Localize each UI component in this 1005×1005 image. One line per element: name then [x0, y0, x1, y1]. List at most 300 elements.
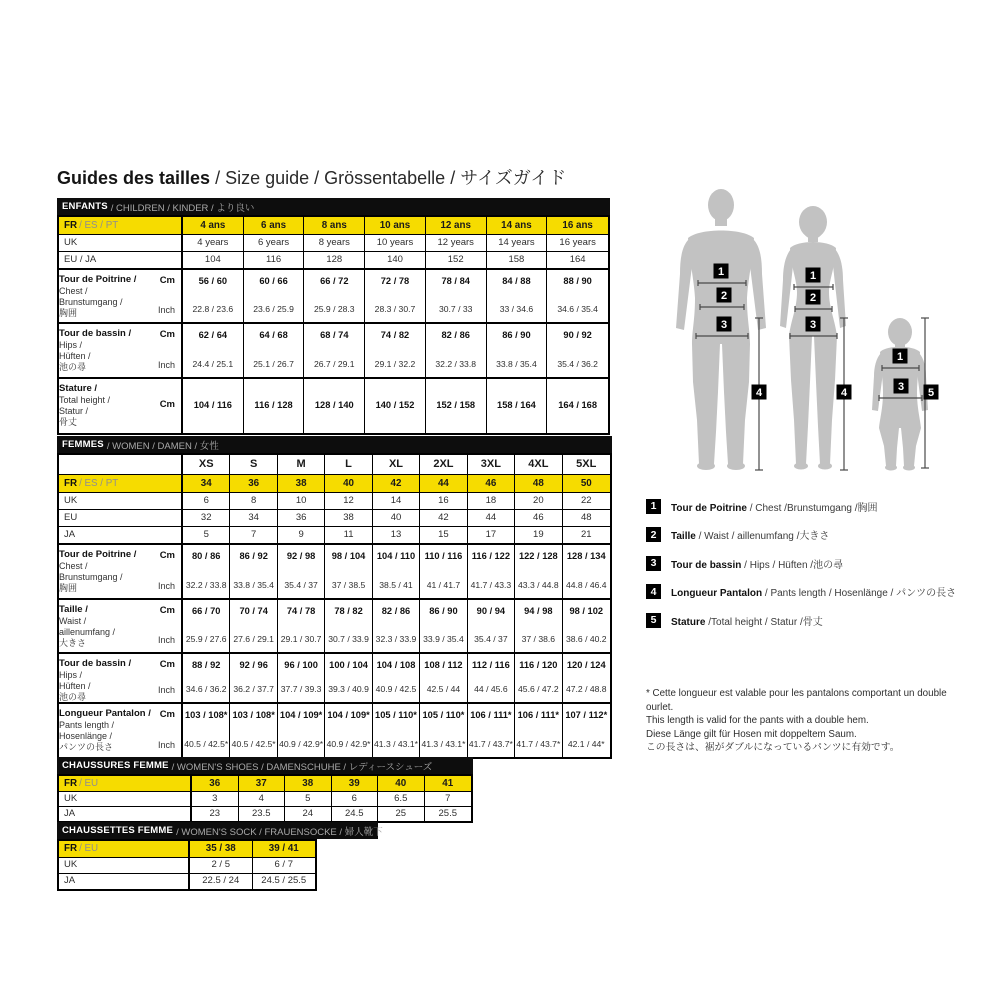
table-cell: S [230, 455, 277, 474]
table-cell: 22 [580, 494, 592, 506]
table-cell: 39 [332, 776, 379, 791]
table-cell: 37 [239, 776, 286, 791]
legend-term: Longueur Pantalon [671, 588, 763, 599]
table-cell: 14 [373, 493, 420, 509]
inch-value: 35.4 / 37 [284, 580, 318, 591]
table-cell: 24.5 [332, 807, 379, 821]
women-socks-table [57, 822, 383, 891]
unit-cm-label: Cm [159, 659, 175, 670]
inch-value: 35.4 / 36.2 [557, 359, 598, 370]
cm-value: 92 / 96 [239, 660, 268, 670]
table-row [59, 322, 608, 377]
row-label-rest: / ES / PT [79, 477, 119, 489]
women-table-header [57, 436, 612, 453]
table-cell [325, 600, 372, 652]
legend-item [646, 612, 956, 628]
row-label-line: 胸囲 [59, 308, 78, 319]
table-cell: 9 [278, 527, 325, 543]
cm-value: 116 / 122 [471, 551, 511, 561]
cm-value: 128 / 140 [314, 400, 354, 411]
inch-value: 33 / 34.6 [499, 304, 534, 315]
unit-cm-label: Cm [159, 275, 175, 286]
cm-value: 158 / 164 [497, 400, 536, 411]
cm-value: 110 / 116 [424, 551, 463, 561]
socks-table-header-main: CHAUSSETTES FEMME [62, 825, 174, 836]
cm-value: 100 / 104 [329, 660, 368, 670]
cm-value: 78 / 84 [441, 276, 470, 286]
legend-term: Taille [671, 531, 696, 542]
row-label [59, 545, 183, 598]
table-cell: 152 [426, 252, 487, 268]
table-cell: 104 [183, 252, 244, 268]
table-row [59, 268, 608, 322]
table-cell: 4XL [515, 455, 562, 474]
cm-value: 60 / 66 [259, 276, 288, 286]
cm-value: 96 / 100 [284, 660, 318, 670]
table-cell [183, 600, 230, 652]
measure-label-number: 1 [717, 266, 725, 278]
measure-label-number: 4 [840, 387, 848, 399]
unit-cm-label: Cm [159, 605, 175, 616]
cm-value: 122 / 128 [518, 551, 558, 561]
table-cell [515, 600, 562, 652]
inch-value: 41.7 / 43.7* [516, 739, 561, 750]
table-cell [183, 654, 230, 702]
women-table-body [57, 453, 612, 759]
table-cell [487, 270, 548, 322]
cm-value: 62 / 64 [198, 330, 228, 340]
legend-number-badge: 5 [646, 613, 661, 628]
table-cell [244, 270, 305, 322]
table-cell: 6 / 7 [274, 859, 293, 871]
unit-inch-label: Inch [157, 580, 175, 591]
table-row [59, 857, 315, 873]
cm-value: 86 / 92 [239, 551, 268, 561]
legend-translations: / Hips / Hüften /池の尋 [741, 559, 844, 571]
unit-cm-label: Cm [159, 399, 175, 411]
table-row [59, 776, 471, 791]
table-cell: 6 [183, 493, 230, 509]
table-row [59, 251, 608, 268]
cm-value: 92 / 98 [286, 551, 316, 561]
table-row [59, 598, 610, 652]
table-cell [515, 654, 562, 702]
cm-value: 108 / 112 [424, 660, 463, 670]
table-cell: 8 years [304, 235, 365, 251]
row-label-main: FR [64, 477, 78, 489]
measure-label-number: 3 [720, 319, 728, 331]
inch-value: 29.1 / 32.2 [374, 359, 416, 370]
table-cell [563, 704, 610, 757]
children-table-header [57, 198, 610, 215]
table-cell [487, 379, 548, 433]
row-label-main: Tour de Poitrine / [59, 274, 137, 285]
cm-value: 105 / 110* [422, 710, 465, 720]
row-label-rest: / ES / PT [79, 219, 119, 231]
row-label-lines [59, 545, 158, 598]
inch-value: 25.9 / 28.3 [313, 304, 355, 315]
shoes-table-header-translations: / WOMEN'S SHOES / DAMENSCHUHE / レディースシューズ [171, 761, 433, 773]
inch-value: 40.9 / 42.9* [279, 739, 324, 750]
cm-value: 56 / 60 [198, 276, 228, 286]
table-cell [304, 270, 365, 322]
footnote-line: This length is valid for the pants with a double hem. [646, 715, 869, 727]
table-cell: 4 ans [183, 217, 244, 234]
table-cell [563, 545, 610, 598]
inch-value: 30.7 / 33 [438, 304, 473, 315]
unit-labels [158, 545, 181, 598]
table-cell [230, 545, 277, 598]
table-cell: 7 [230, 527, 277, 543]
table-row [59, 543, 610, 598]
table-cell [547, 379, 608, 433]
table-cell: 23.5 [239, 807, 286, 821]
inch-value: 32.3 / 33.9 [375, 634, 417, 645]
cm-value: 66 / 72 [320, 276, 349, 286]
table-cell: 18 [468, 493, 515, 509]
unit-labels [158, 654, 181, 702]
inch-value: 37 / 38.5 [331, 580, 366, 591]
row-label-line: Pants length / [59, 719, 115, 730]
legend-text [671, 584, 956, 599]
shoes-table-header [57, 757, 473, 774]
unit-cm-label: Cm [159, 329, 175, 340]
table-cell: 16 years [559, 236, 596, 248]
unit-cm-label: Cm [159, 550, 175, 561]
measure-label-number: 1 [809, 270, 817, 282]
table-cell [325, 545, 372, 598]
table-cell: 38 [278, 475, 325, 492]
table-cell: 10 ans [365, 217, 426, 234]
table-cell: 3 [192, 792, 239, 806]
table-cell: 40 [373, 510, 420, 526]
row-label [59, 217, 183, 234]
legend-number-badge: 2 [646, 527, 661, 542]
cm-value: 86 / 90 [502, 330, 531, 340]
table-cell: 2 / 5 [190, 858, 253, 873]
cm-value: 128 / 134 [566, 551, 606, 561]
table-cell: 21 [580, 528, 592, 540]
table-cell: 3XL [468, 455, 515, 474]
row-label-main: FR [64, 219, 78, 231]
row-label-line: 池の尋 [59, 692, 87, 702]
cm-value: 120 / 124 [566, 660, 606, 670]
table-cell [515, 545, 562, 598]
table-cell: 6 years [244, 235, 305, 251]
page-title-translations: / Size guide / Grössentabelle / サイズガイド [210, 168, 567, 188]
row-label [59, 270, 183, 322]
row-label: UK [59, 493, 183, 509]
unit-labels [160, 379, 181, 433]
table-row [59, 509, 610, 526]
inch-value: 32.2 / 33.8 [185, 580, 227, 591]
socks-table-header-translations: / WOMEN'S SOCK / FRAUENSOCKE / 婦人靴下 [176, 826, 383, 838]
inch-value: 40.5 / 42.5* [231, 739, 276, 750]
table-row [59, 526, 610, 543]
table-cell [420, 545, 467, 598]
inch-value: 43.3 / 44.8 [518, 580, 559, 591]
cm-value: 104 / 108 [376, 660, 416, 670]
row-label-main: FR [64, 777, 78, 789]
legend-item [646, 498, 956, 514]
measure-label-number: 2 [809, 292, 817, 304]
inch-value: 38.5 / 41 [379, 580, 413, 591]
unit-labels [158, 600, 181, 652]
table-cell: 140 [365, 252, 426, 268]
table-cell: 36 [278, 510, 325, 526]
measure-label-number: 2 [720, 290, 728, 302]
cm-value: 106 / 111* [470, 710, 512, 720]
row-label-line: Statur / [59, 405, 89, 416]
row-label-lines [59, 704, 158, 757]
inch-value: 35.4 / 37 [474, 634, 508, 645]
row-label-main: Taille / [59, 604, 88, 615]
inch-value: 22.8 / 23.6 [192, 304, 234, 315]
row-label [59, 704, 183, 757]
table-cell [365, 324, 426, 377]
unit-labels [158, 704, 181, 757]
table-cell [373, 704, 420, 757]
inch-value: 26.7 / 29.1 [313, 359, 355, 370]
cm-value: 82 / 86 [441, 330, 470, 340]
footnote-line: * Cette longueur est valable pour les pantalons comportant un double ourlet. [646, 688, 947, 713]
table-cell: 34 [230, 510, 277, 526]
table-cell: 46 [468, 475, 515, 492]
table-cell: 39 / 41 [268, 843, 299, 855]
inch-value: 41.3 / 43.1* [421, 739, 466, 750]
inch-value: 23.6 / 25.9 [253, 304, 294, 315]
table-row [59, 474, 610, 492]
legend-translations: / Pants length / Hosenlänge / パンツの長さ [762, 588, 957, 599]
row-label-line: Brunstumgang / [59, 571, 123, 582]
row-label-lines [59, 654, 158, 702]
row-label [59, 324, 183, 377]
table-cell: 5 [183, 527, 230, 543]
table-cell [420, 600, 467, 652]
table-cell [278, 600, 325, 652]
table-cell: 12 years [426, 235, 487, 251]
footnote [646, 687, 968, 755]
cm-value: 86 / 90 [429, 606, 458, 616]
table-cell: 10 years [365, 235, 426, 251]
cm-value: 78 / 82 [334, 606, 363, 616]
table-row [59, 234, 608, 251]
table-cell: XL [373, 455, 420, 474]
inch-value: 40.5 / 42.5* [184, 739, 229, 750]
legend-translations: / Waist / aillenumfang /大きさ [695, 531, 830, 542]
table-cell: 40 [325, 475, 372, 492]
row-label-line: Hips / [59, 339, 83, 350]
measure-label-number: 1 [896, 351, 904, 363]
table-cell: 42 [373, 475, 420, 492]
table-cell [183, 704, 230, 757]
cm-value: 80 / 86 [192, 551, 221, 561]
table-cell: 8 [230, 493, 277, 509]
legend-term: Tour de Poitrine [671, 502, 747, 514]
table-cell: 24.5 / 25.5 [261, 875, 307, 887]
inch-value: 41.3 / 43.1* [374, 739, 418, 750]
cm-value: 104 / 110 [376, 551, 416, 561]
table-cell: 11 [325, 527, 372, 543]
table-cell: 14 ans [487, 217, 548, 234]
table-cell: 6 ans [244, 217, 305, 234]
row-label-line: パンツの長さ [59, 742, 114, 753]
table-cell: 7 [445, 792, 451, 804]
row-label [59, 475, 183, 492]
table-cell: 15 [420, 527, 467, 543]
table-cell: 116 [244, 252, 305, 268]
row-label: JA [59, 807, 192, 821]
table-cell: 10 [278, 493, 325, 509]
table-cell [373, 545, 420, 598]
table-cell: 13 [373, 527, 420, 543]
inch-value: 47.2 / 48.8 [565, 684, 607, 695]
table-cell [304, 324, 365, 377]
inch-value: 27.6 / 29.1 [233, 634, 274, 645]
unit-inch-label: Inch [157, 634, 175, 645]
row-label-main: Tour de bassin / [59, 658, 132, 669]
cm-value: 94 / 98 [524, 606, 553, 616]
table-cell [468, 545, 515, 598]
inch-value: 40.9 / 42.9* [326, 739, 371, 750]
table-row [59, 492, 610, 509]
table-cell: 36 [192, 776, 239, 791]
table-cell [365, 270, 426, 322]
table-cell [244, 379, 305, 433]
cm-value: 104 / 109* [279, 710, 323, 720]
inch-value: 42.5 / 44 [426, 684, 461, 695]
inch-value: 32.2 / 33.8 [435, 359, 477, 370]
inch-value: 28.3 / 30.7 [374, 304, 416, 315]
cm-value: 140 / 152 [375, 400, 415, 411]
row-label-main: Tour de bassin / [59, 328, 132, 339]
row-label-line: Chest / [59, 285, 88, 296]
table-cell: 48 [515, 475, 562, 492]
table-cell [468, 654, 515, 702]
children-table-header-translations: / CHILDREN / KINDER / より良い [110, 202, 255, 214]
table-cell: 34 [183, 475, 230, 492]
table-cell [230, 654, 277, 702]
table-cell: 40 [378, 776, 425, 791]
row-label: EU / JA [59, 252, 183, 268]
legend-number-badge: 1 [646, 499, 661, 514]
inch-value: 41 / 41.7 [426, 580, 461, 591]
table-cell: 38 [325, 510, 372, 526]
row-label-line: 胸囲 [59, 583, 78, 594]
socks-table-header [57, 822, 383, 839]
row-label: UK [59, 235, 183, 251]
cm-value: 64 / 68 [259, 330, 288, 340]
table-cell [547, 270, 608, 322]
table-row [59, 841, 315, 857]
table-cell [563, 654, 610, 702]
table-cell: L [325, 455, 372, 474]
table-cell: 17 [468, 527, 515, 543]
table-cell: M [278, 455, 325, 474]
table-cell: 16 ans [562, 219, 593, 231]
table-cell [468, 704, 515, 757]
inch-value: 30.7 / 33.9 [328, 634, 369, 645]
legend-item [646, 584, 956, 600]
inch-value: 34.6 / 35.4 [557, 304, 598, 315]
table-cell [468, 600, 515, 652]
table-row [59, 806, 471, 821]
table-cell: 32 [183, 510, 230, 526]
cm-value: 98 / 104 [331, 551, 366, 561]
unit-inch-label: Inch [157, 359, 175, 370]
table-cell: 50 [580, 477, 592, 489]
inch-value: 33.9 / 35.4 [423, 634, 464, 645]
measure-label-number: 5 [927, 387, 935, 399]
row-label-line: Brunstumgang / [59, 296, 123, 307]
row-label [59, 600, 183, 652]
table-cell: 48 [580, 511, 592, 523]
table-cell: 2XL [420, 455, 467, 474]
row-label-lines [59, 324, 158, 377]
cm-value: 90 / 92 [563, 330, 592, 340]
measurement-legend [646, 498, 956, 641]
table-cell: 44 [468, 510, 515, 526]
inch-value: 34.6 / 36.2 [185, 684, 227, 695]
table-cell [244, 324, 305, 377]
row-label: UK [59, 792, 192, 806]
table-cell: 23 [192, 807, 239, 821]
inch-value: 33.8 / 35.4 [496, 359, 537, 370]
row-label-lines [59, 600, 158, 652]
table-cell [426, 270, 487, 322]
inch-value: 25.9 / 27.6 [185, 634, 227, 645]
row-label-rest: / EU [79, 843, 99, 855]
table-cell [547, 324, 608, 377]
inch-value: 36.2 / 37.7 [233, 684, 274, 695]
table-cell: 12 [325, 493, 372, 509]
inch-value: 29.1 / 30.7 [280, 634, 322, 645]
table-cell [304, 379, 365, 433]
legend-text [671, 527, 829, 542]
row-label [59, 776, 192, 791]
table-cell [563, 600, 610, 652]
table-cell: 46 [515, 510, 562, 526]
measure-label-number: 3 [809, 319, 817, 331]
table-cell [230, 704, 277, 757]
children-table-body [57, 215, 610, 435]
legend-term: Tour de bassin [671, 559, 742, 571]
table-cell [420, 704, 467, 757]
row-label-line: Hüften / [59, 350, 91, 361]
table-cell: 16 [420, 493, 467, 509]
cm-value: 103 / 108* [232, 710, 275, 720]
table-row [59, 791, 471, 806]
table-row [59, 652, 610, 702]
row-label-rest: / EU [79, 777, 99, 789]
row-label [59, 455, 183, 474]
footnote-line: Diese Länge gilt für Hosen mit doppeltem Saum. [646, 728, 857, 740]
legend-text [671, 499, 878, 514]
row-label-lines [59, 270, 158, 322]
legend-translations: /Total height / Statur /骨丈 [705, 616, 823, 628]
table-cell: 158 [487, 252, 548, 268]
table-row [59, 455, 610, 474]
measure-label-number: 3 [897, 381, 905, 393]
inch-value: 42.1 / 44* [567, 739, 605, 750]
inch-value: 44.8 / 46.4 [565, 580, 607, 591]
women-table-header-translations: / WOMEN / DAMEN / 女性 [106, 440, 219, 452]
row-label-line: Total height / [59, 394, 111, 405]
cm-value: 104 / 116 [193, 400, 232, 411]
cm-value: 103 / 108* [185, 710, 228, 720]
children-table-header-main: ENFANTS [62, 201, 108, 212]
inch-value: 33.8 / 35.4 [233, 580, 274, 591]
